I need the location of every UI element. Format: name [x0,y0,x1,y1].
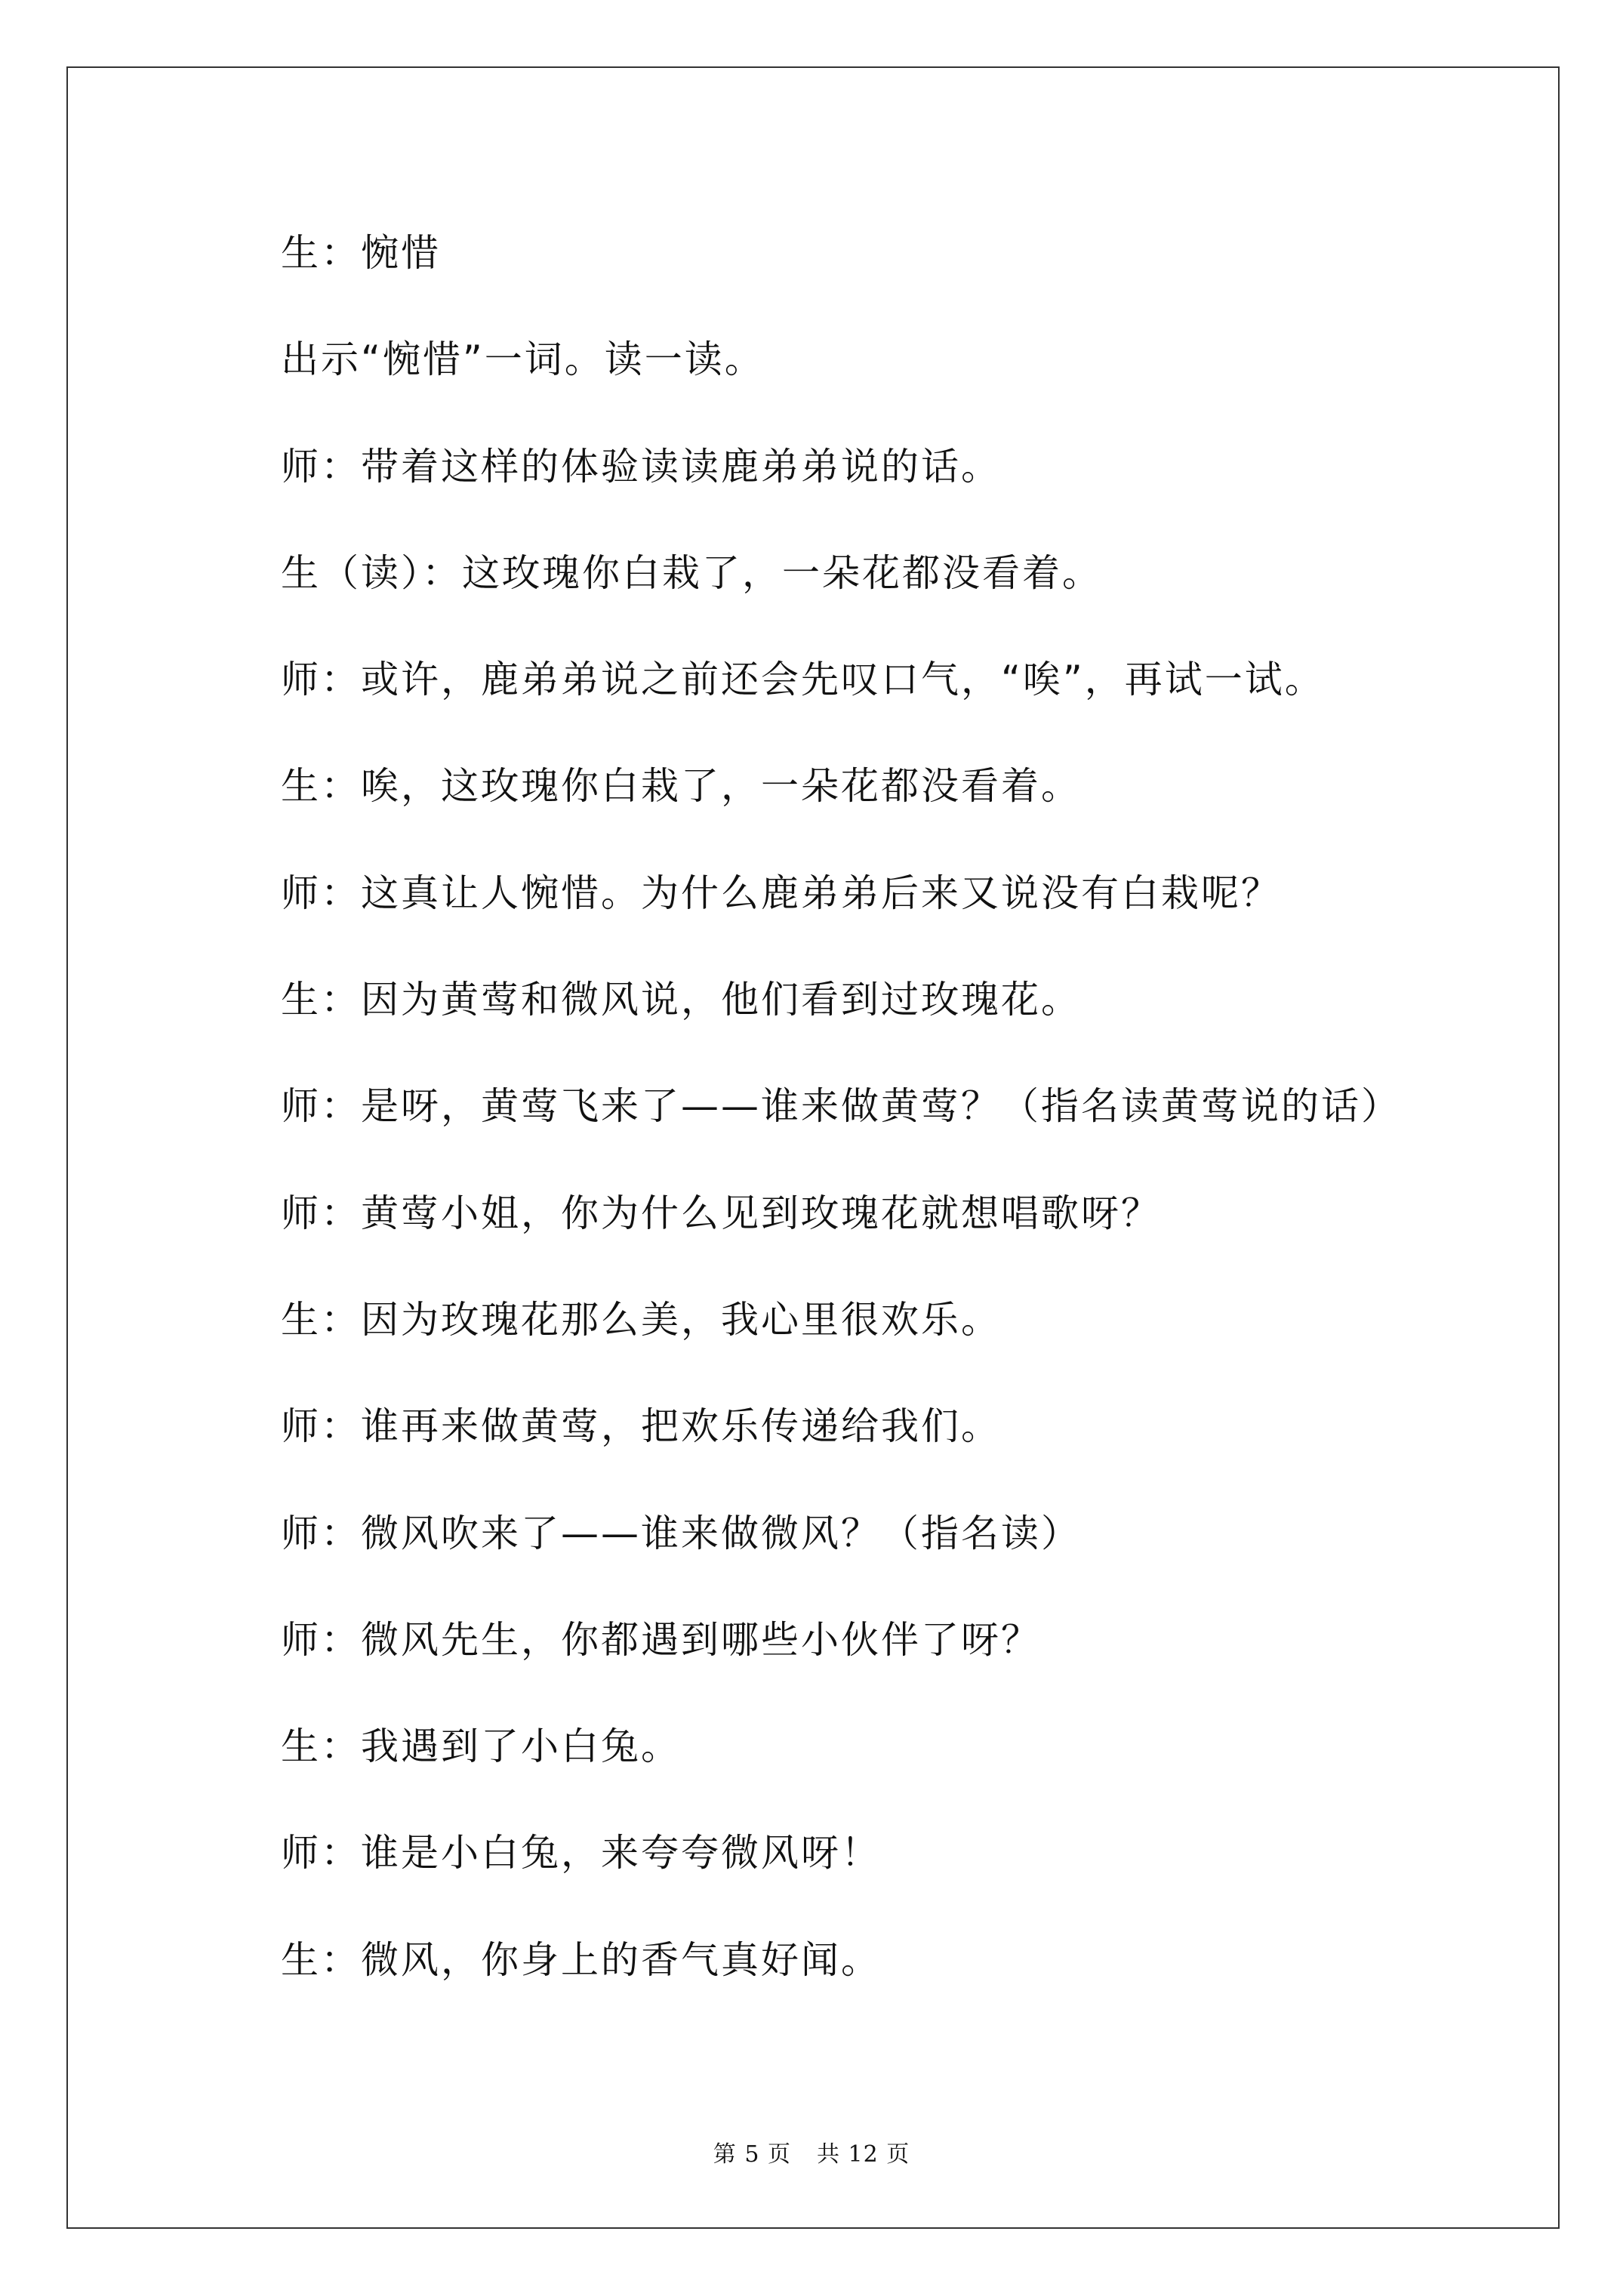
dialogue-line: 生（读）：这玫瑰你白栽了，一朵花都没看着。 [281,550,1102,595]
dialogue-line: 师：微风吹来了——谁来做微风？（指名读） [281,1511,1081,1555]
dialogue-line: 生：微风，你身上的香气真好闻。 [281,1937,881,1982]
dialogue-line: 师：谁再来做黄莺，把欢乐传递给我们。 [281,1404,1001,1449]
document-body [281,214,1504,2027]
page-total: 共 12 页 [816,2141,910,2168]
dialogue-line: 生：唉，这玫瑰你白栽了，一朵花都没看着。 [281,764,1081,809]
dialogue-line: 生：惋惜 [281,231,441,275]
dialogue-line: 师：黄莺小姐，你为什么见到玫瑰花就想唱歌呀？ [281,1191,1161,1235]
dialogue-line: 师：谁是小白兔，来夸夸微风呀！ [281,1831,881,1875]
page-number: 第 5 页 [713,2141,791,2168]
page-footer [0,2135,1623,2168]
dialogue-line: 出示“惋惜”一词。读一读。 [281,337,765,382]
dialogue-line: 师：带着这样的体验读读鹿弟弟说的话。 [281,444,1001,488]
dialogue-line: 师：微风先生，你都遇到哪些小伙伴了呀？ [281,1617,1041,1662]
dialogue-line: 师：这真让人惋惜。为什么鹿弟弟后来又说没有白栽呢？ [281,871,1281,915]
dialogue-line: 师：或许，鹿弟弟说之前还会先叹口气，“唉”，再试一试。 [281,658,1325,702]
dialogue-line: 生：我遇到了小白兔。 [281,1724,681,1769]
dialogue-line: 生：因为黄莺和微风说，他们看到过玫瑰花。 [281,978,1081,1022]
dialogue-line: 生：因为玫瑰花那么美，我心里很欢乐。 [281,1297,1001,1342]
dialogue-line: 师：是呀，黄莺飞来了——谁来做黄莺？（指名读黄莺说的话） [281,1084,1401,1129]
